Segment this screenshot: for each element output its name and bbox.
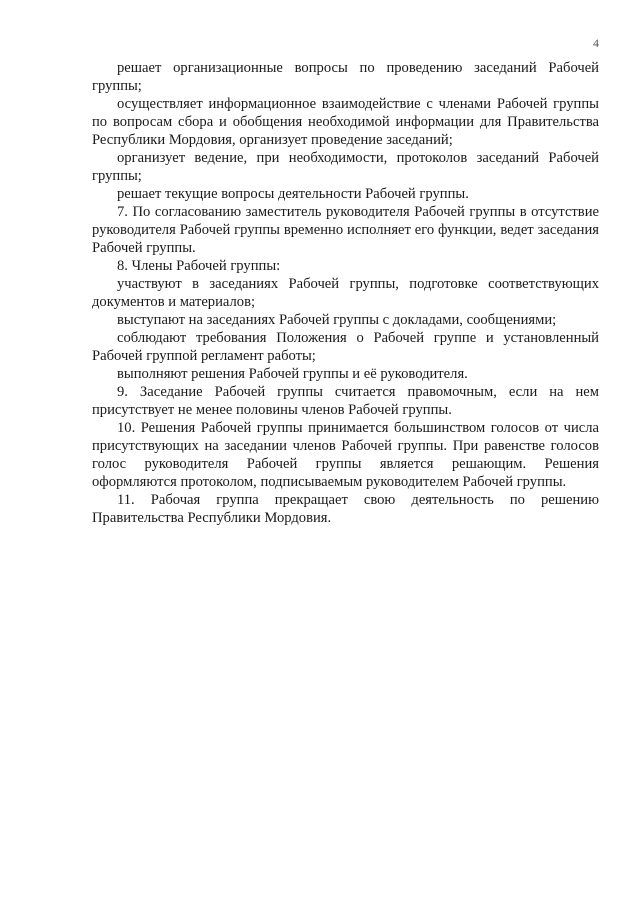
paragraph-clause-10: 10. Решения Рабочей группы принимается большинством голосов от числа присутствующих на заседании членов Рабочей группы. При равенстве голосов голос руководителя Рабочей группы является решающим. Решения оформляются протоколом, подписываемым руководителем Рабочей группы. — [92, 420, 599, 490]
paragraph-clause-9: 9. Заседание Рабочей группы считается правомочным, если на нем присутствует не менее половины членов Рабочей группы. — [92, 384, 599, 418]
paragraph-clause-8-heading: 8. Члены Рабочей группы: — [117, 258, 281, 274]
page-number: 4 — [593, 36, 599, 50]
paragraph-current-issues: решает текущие вопросы деятельности Рабочей группы. — [117, 186, 469, 202]
document-body — [92, 59, 599, 527]
paragraph-members-execute: выполняют решения Рабочей группы и её руководителя. — [117, 366, 468, 382]
paragraph-information-interaction: осуществляет информационное взаимодействие с членами Рабочей группы по вопросам сбора и обобщения необходимой информации для Правительства Республики Мордовия, организует проведение заседаний; — [92, 96, 599, 148]
paragraph-members-comply: соблюдают требования Положения о Рабочей группе и установленный Рабочей группой регламент работы; — [92, 330, 599, 364]
paragraph-clause-7: 7. По согласованию заместитель руководителя Рабочей группы в отсутствие руководителя Рабочей группы временно исполняет его функции, ведет заседания Рабочей группы. — [92, 204, 599, 256]
paragraph-organizational-issues: решает организационные вопросы по проведению заседаний Рабочей группы; — [92, 60, 599, 94]
paragraph-members-participate: участвуют в заседаниях Рабочей группы, подготовке соответствующих документов и материалов; — [92, 276, 599, 310]
paragraph-members-speak: выступают на заседаниях Рабочей группы с докладами, сообщениями; — [117, 312, 557, 328]
paragraph-minutes: организует ведение, при необходимости, протоколов заседаний Рабочей группы; — [92, 150, 599, 184]
paragraph-clause-11: 11. Рабочая группа прекращает свою деятельность по решению Правительства Республики Мордовия. — [92, 492, 599, 526]
